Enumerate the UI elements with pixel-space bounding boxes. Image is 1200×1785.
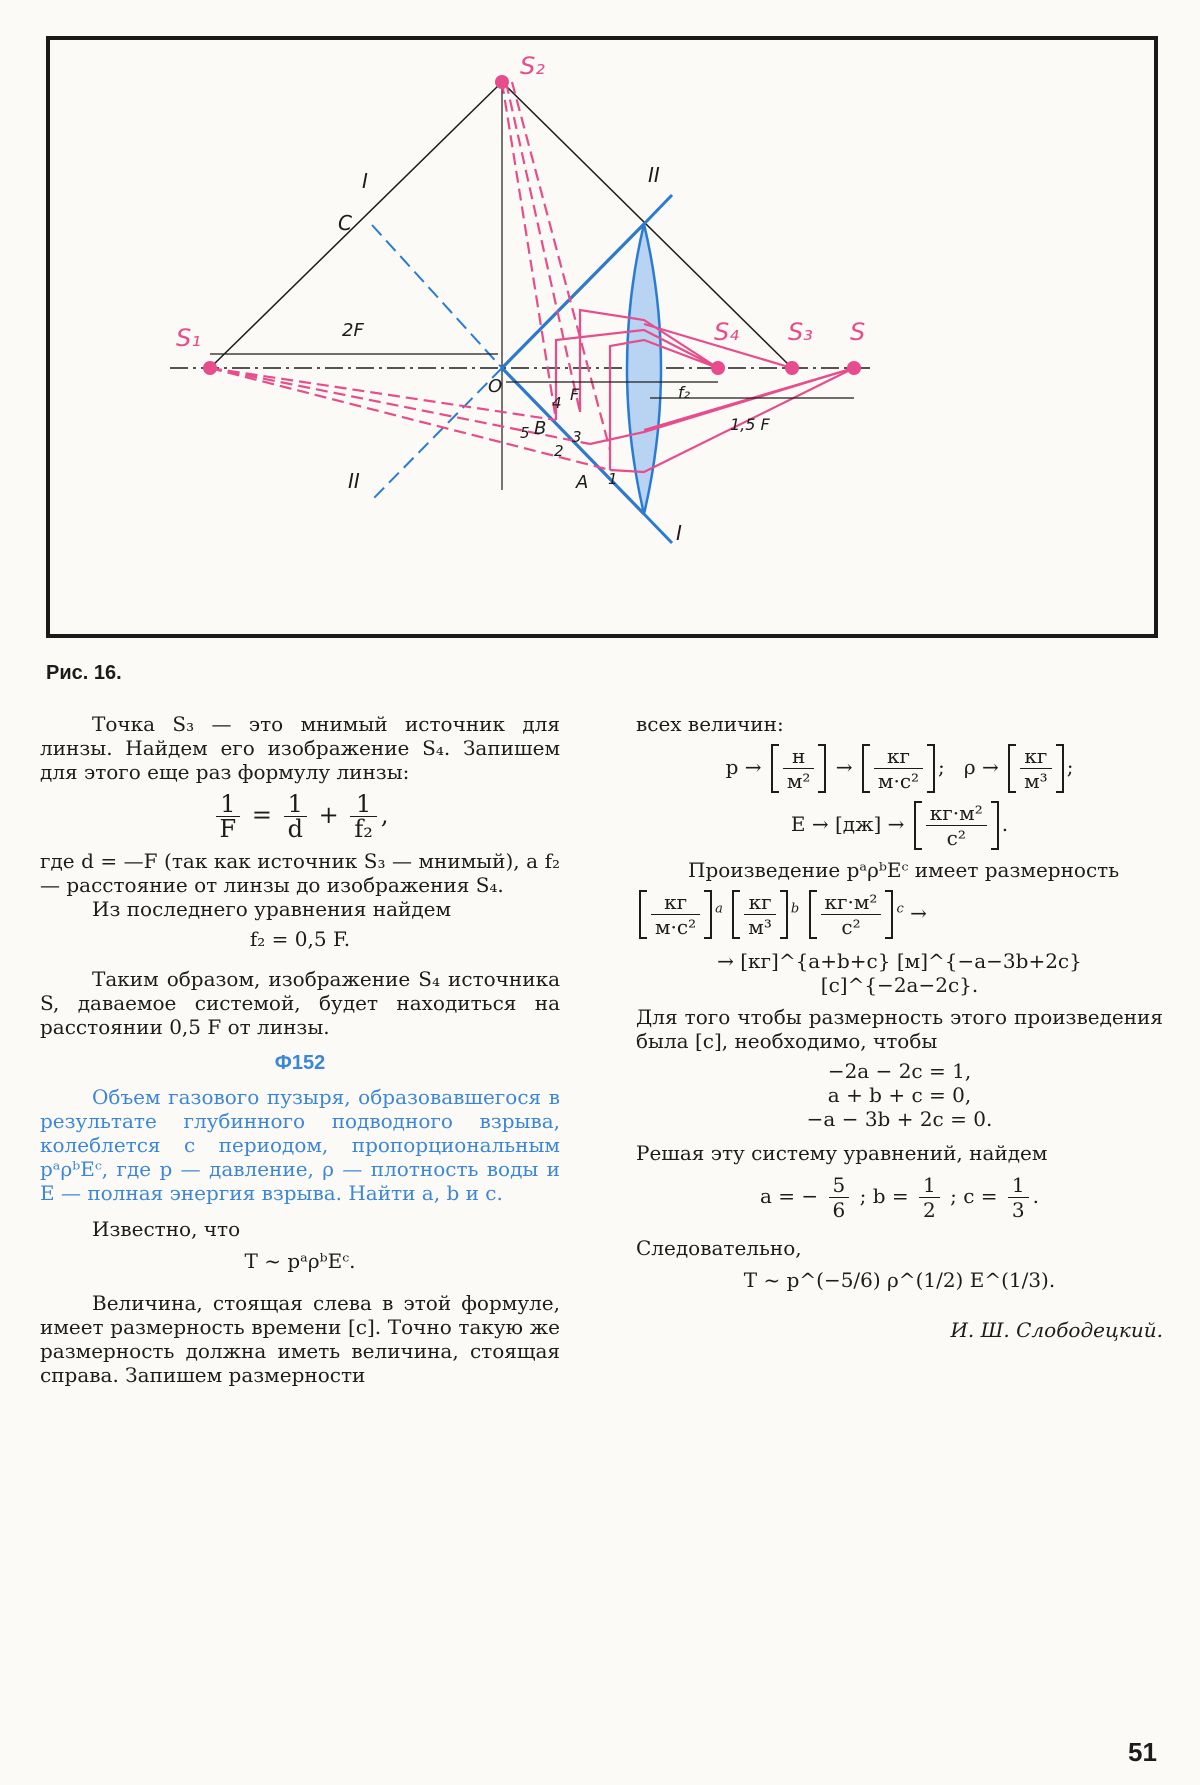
- right-paragraph-3: Для того чтобы размерность этого произведения была [c], необходимо, чтобы: [636, 1005, 1163, 1053]
- axis2-dashed: [370, 368, 502, 502]
- dimension-e: E → [дж] → $\frac{\text{кг·м²}}{\text{c²}}$ .: [790, 801, 1009, 850]
- left-paragraph-4: Таким образом, изображение S₄ источника S, даваемое системой, будет находиться на расстоянии 0,5 F от линзы.: [40, 967, 560, 1039]
- final-formula: T ~ p^(−5/6) ρ^(1/2) E^(1/3).: [743, 1268, 1056, 1292]
- right-column: [636, 712, 1163, 1342]
- right-paragraph-4: Решая эту систему уравнений, найдем: [636, 1141, 1048, 1165]
- label-angle2: 2: [554, 442, 564, 460]
- label-axis1-bottom: I: [676, 521, 682, 545]
- equation-system: −2a − 2c = 1, a + b + c = 0, −a − 3b + 2c = 0.: [806, 1059, 993, 1131]
- label-b: B: [534, 418, 547, 439]
- left-paragraph-2: где d = —F (так как источник S₃ — мнимый), а f₂ — расстояние от линзы до изображения S₄.: [40, 849, 560, 897]
- label-axis2-top: II: [648, 163, 660, 187]
- label-a: A: [576, 472, 589, 493]
- left-paragraph-5: Известно, что: [92, 1217, 241, 1241]
- problem-id: Ф152: [274, 1052, 326, 1074]
- sources: [203, 75, 861, 375]
- label-s4: S₄: [714, 318, 739, 346]
- axis1-extension: [644, 514, 672, 543]
- axis2-extension: [644, 195, 672, 224]
- label-s1: S₁: [176, 324, 201, 352]
- source-s4: [711, 361, 725, 375]
- author-signature: И. Ш. Слободецкий.: [950, 1318, 1163, 1342]
- label-s: S: [850, 318, 866, 346]
- left-paragraph-6: Величина, стоящая слева в этой формуле, имеет размерность времени [c]. Точно такую же размерность должна иметь величина, стоящая справа. Запишем размерности: [40, 1291, 560, 1387]
- label-angle4: 4: [552, 394, 562, 412]
- ray-group: [210, 82, 854, 472]
- label-f2: f₂: [678, 383, 691, 402]
- figure-16: [46, 36, 1158, 638]
- equation-t: T ~ pᵃρᵇEᶜ.: [244, 1249, 356, 1273]
- right-paragraph-5: Следовательно,: [636, 1236, 802, 1260]
- axis1-dashed: [372, 225, 502, 368]
- label-angle1: 1: [608, 470, 618, 488]
- mirror-blue-top: [502, 224, 644, 368]
- label-s3: S₃: [788, 318, 813, 346]
- left-paragraph-1: Точка S₃ — это мнимый источник для линзы. Найдем его изображение S₄. Запишем для этого еще раз формулу линзы:: [40, 712, 560, 784]
- figure-caption: Рис. 16.: [46, 662, 122, 684]
- source-s2: [495, 75, 509, 89]
- label-1-5f: 1,5 F: [730, 415, 770, 434]
- label-angle3: 3: [572, 428, 582, 446]
- dimension-p-rho: p → $\frac{н}{\text{м²}}$ → $\frac{кг}{\text{м·c²}}$ ; ρ → $\frac{кг}{\text{м³}}$ ;: [725, 744, 1074, 793]
- label-angle5: 5: [520, 424, 530, 442]
- label-2f: 2F: [342, 320, 364, 341]
- source-s3: [785, 361, 799, 375]
- equation-f2: f₂ = 0,5 F.: [249, 927, 351, 951]
- label-f: F: [570, 385, 580, 404]
- left-column: [40, 712, 560, 1387]
- label-s2: S₂: [520, 52, 545, 80]
- problem-text: Объем газового пузыря, образовавшегося в результате глубинного подводного взрыва, колеблется с периодом, пропорциональным pᵃρᵇEᶜ, где p — давление, ρ — плотность воды и E — полная энергия взрыва. Найти a, b и c.: [40, 1085, 560, 1205]
- product-dimension: $\frac{кг}{\text{м·c²}}$ $^a$ $\frac{кг}{\text{м³}}$ $^b$ $\frac{\text{кг·м²}}{\text{c²}}$ $^c$ →: [636, 890, 1163, 939]
- product-expansion: → [кг]^{a+b+c} [м]^{−a−3b+2c} [c]^{−2a−2c}.: [717, 949, 1082, 997]
- label-axis2-bottom: II: [348, 469, 360, 493]
- lens-formula: $\frac{1}{F}$ = $\frac{1}{d}$ + $\frac{1}{\text{f₂}}$ ,: [40, 792, 560, 841]
- label-axis1-top: I: [362, 169, 368, 193]
- label-c: C: [338, 211, 352, 235]
- optics-diagram: [50, 40, 1154, 634]
- solution: a = − $\frac{5}{6}$ ; b = $\frac{1}{2}$ ; c = $\frac{1}{3}$ .: [760, 1173, 1039, 1222]
- left-paragraph-3: Из последнего уравнения найдем: [92, 897, 452, 921]
- source-s: [847, 361, 861, 375]
- right-paragraph-1: всех величин:: [636, 712, 784, 736]
- label-o: O: [488, 376, 503, 397]
- right-paragraph-2: Произведение pᵃρᵇEᶜ имеет размерность: [688, 858, 1120, 882]
- page-number: 51: [1128, 1737, 1157, 1767]
- source-s1: [203, 361, 217, 375]
